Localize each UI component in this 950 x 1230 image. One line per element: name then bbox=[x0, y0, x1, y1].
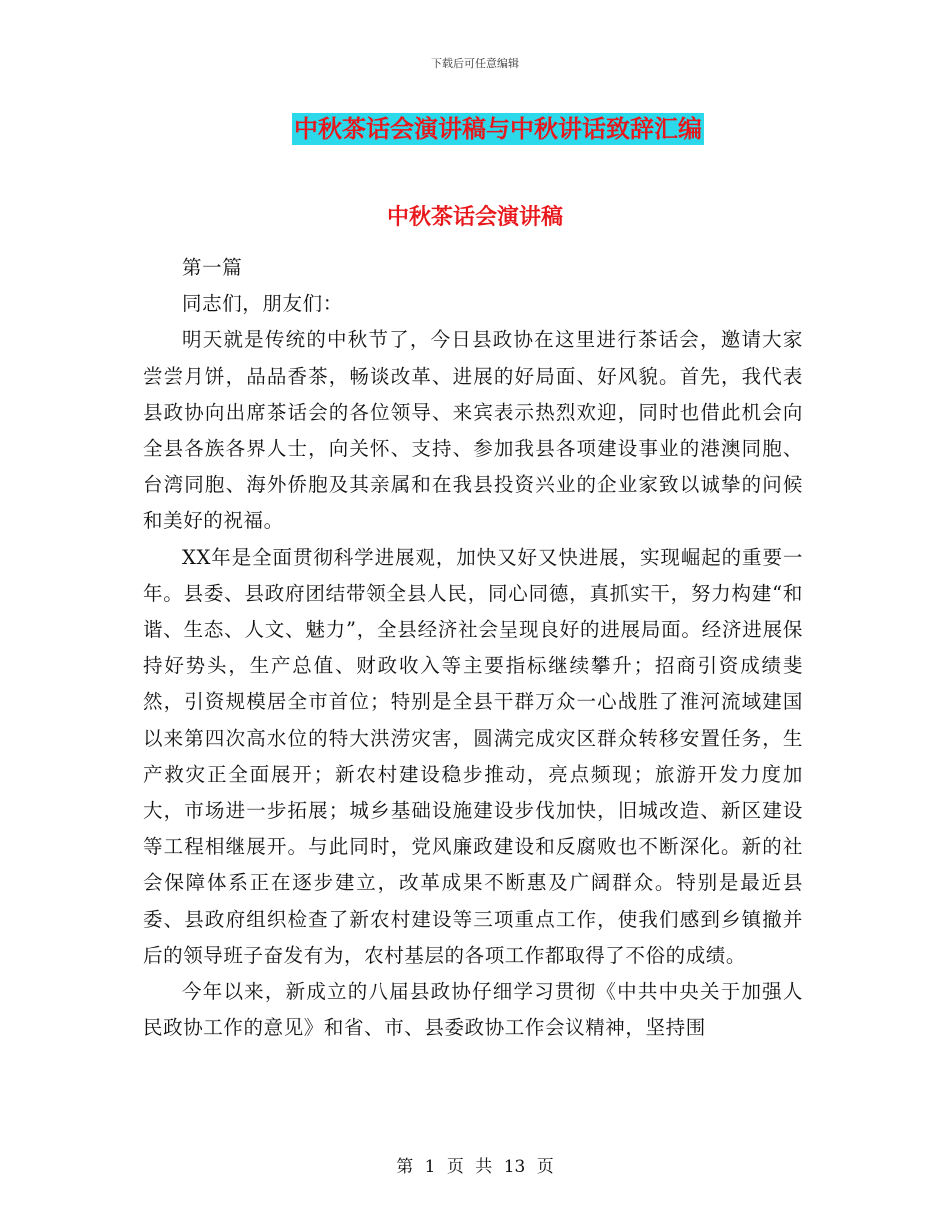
main-title: 中秋茶话会演讲稿与中秋讲话致辞汇编 bbox=[294, 114, 702, 143]
paragraph: 明天就是传统的中秋节了，今日县政协在这里进行茶话会，邀请大家尝尝月饼，品品香茶，畅谈改革、进展的好局面、好风貌。首先，我代表县政协向出席茶话会的各位领导、来宾表示热烈欢迎，同时也借此机会向全县各族各界人士，向关怀、支持、参加我县各项建设事业的港澳同胞、台湾同胞、海外侨胞及其亲属和在我县投资兴业的企业家致以诚挚的问候和美好的祝福。 bbox=[143, 328, 803, 533]
paragraph: 今年以来，新成立的八届县政协仔细学习贯彻《中共中央关于加强人民政协工作的意见》和省、市、县委政协工作会议精神，坚持围 bbox=[143, 980, 803, 1040]
paragraph: XX年是全面贯彻科学进展观，加快又好又快进展，实现崛起的重要一年。县委、县政府团结带领全县人民，同心同德，真抓实干，努力构建“和谐、生态、人文、魅力”，全县经济社会呈现良好的进展局面。经济进展保持好势头，生产总值、财政收入等主要指标继续攀升；招商引资成绩斐然，引资规模居全市首位；特别是全县干群万众一心战胜了淮河流域建国以来第四次高水位的特大洪涝灾害，圆满完成灾区群众转移安置任务，生产救灾正全面展开；新农村建设稳步推动，亮点频现；旅游开发力度加大，市场进一步拓展；城乡基础设施建设步伐加快，旧城改造、新区建设等工程相继展开。与此同时，党风廉政建设和反腐败也不断深化。新的社会保障体系正在逐步建立，改革成果不断惠及广阔群众。特别是最近县委、县政府组织检查了新农村建设等三项重点工作，使我们感到乡镇撤并后的领导班子奋发有为，农村基层的各项工作都取得了不俗的成绩。 bbox=[143, 545, 803, 967]
paragraph-part-label: 第一篇 bbox=[182, 256, 243, 279]
main-title-container bbox=[0, 113, 950, 145]
page-footer: 第 1 页 共 13 页 bbox=[396, 1157, 554, 1177]
section-title: 中秋茶话会演讲稿 bbox=[386, 204, 563, 230]
header-note: 下载后可任意编辑 bbox=[431, 57, 519, 70]
paragraph-salutation: 同志们，朋友们： bbox=[182, 292, 343, 316]
document-body bbox=[143, 250, 803, 1046]
